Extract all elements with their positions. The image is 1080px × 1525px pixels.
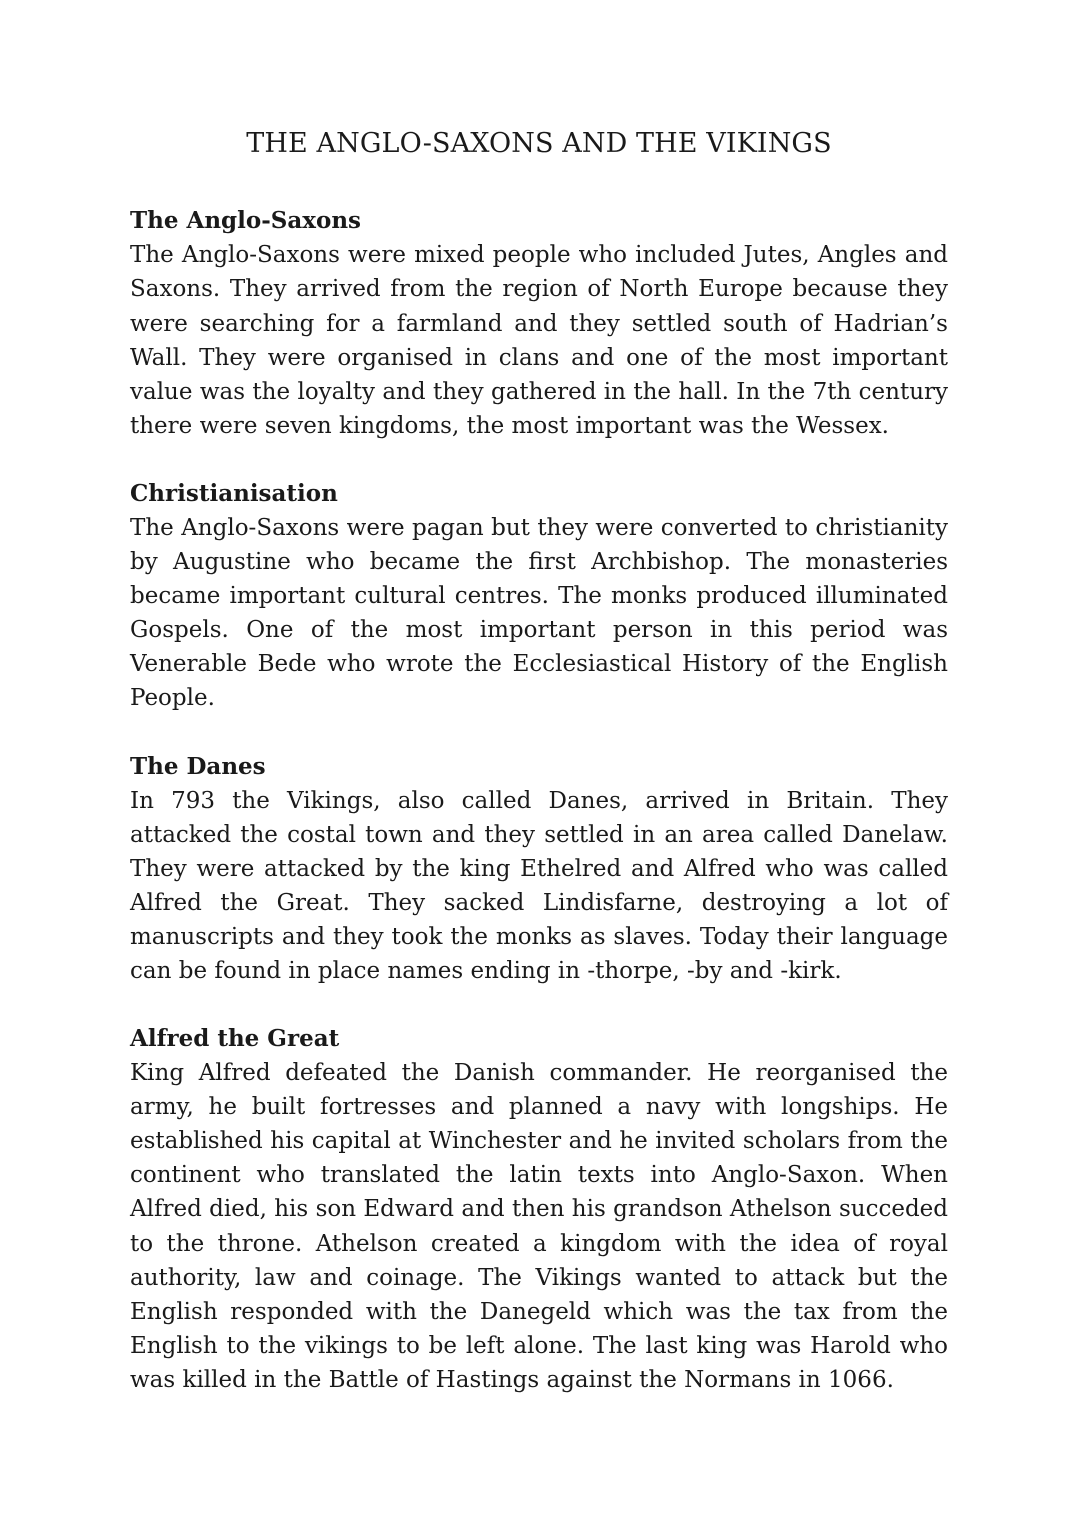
document-title: THE ANGLO-SAXONS AND THE VIKINGS	[246, 128, 832, 159]
section-alfred-the-great	[130, 1022, 948, 1397]
section-heading: The Danes	[130, 752, 266, 780]
document-page	[130, 128, 948, 1431]
section-body: The Anglo-Saxons were pagan but they were converted to christianity by Augustine who became the first Archbishop. The monasteries became important cultural centres. The monks produced illuminated Gospels. One of the most important person in this period was Venerable Bede who wrote the Ecclesiastical History of the English People.	[130, 514, 948, 712]
section-christianisation	[130, 477, 948, 716]
section-body: King Alfred defeated the Danish commander. He reorganised the army, he built fortresses and planned a navy with longships. He established his capital at Winchester and he invited scholars from the continent who translated the latin texts into Anglo-Saxon. When Alfred died, his son Edward and then his grandson Athelson succeded to the throne. Athelson created a kingdom with the idea of royal authority, law and coinage. The Vikings wanted to attack but the English responded with the Danegeld which was the tax from the English to the vikings to be left alone. The last king was Harold who was killed in the Battle of Hastings against the Normans in 1066.	[130, 1060, 948, 1393]
section-heading: Alfred the Great	[130, 1025, 340, 1053]
section-body: The Anglo-Saxons were mixed people who included Jutes, Angles and Saxons. They arrived from the region of North Europe because they were searching for a farmland and they settled south of Hadrian’s Wall. They were organised in clans and one of the most important value was the loyalty and they gathered in the hall. In the 7th century there were seven kingdoms, the most important was the Wessex.	[130, 242, 948, 439]
section-heading: The Anglo-Saxons	[130, 207, 361, 235]
section-body: In 793 the Vikings, also called Danes, arrived in Britain. They attacked the costal town and they settled in an area called Danelaw. They were attacked by the king Ethelred and Alfred who was called Alfred the Great. They sacked Lindisfarne, destroying a lot of manuscripts and they took the monks as slaves. Today their language can be found in place names ending in -thorpe, -by and -kirk.	[130, 787, 948, 984]
section-the-danes	[130, 750, 948, 989]
section-heading: Christianisation	[130, 479, 338, 507]
section-anglo-saxons	[130, 204, 948, 443]
